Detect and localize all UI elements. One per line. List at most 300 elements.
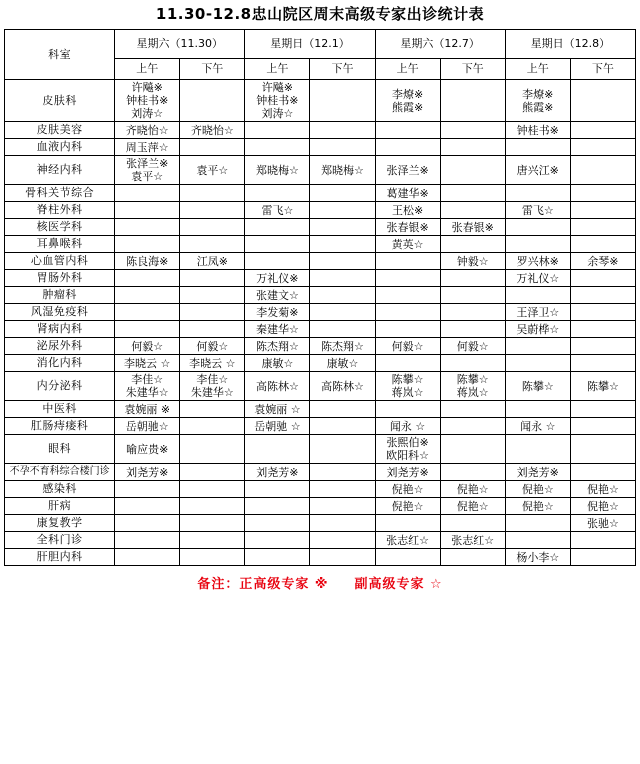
schedule-cell <box>375 498 440 515</box>
schedule-table <box>4 29 636 566</box>
schedule-cell <box>310 464 375 481</box>
schedule-cell <box>310 122 375 139</box>
table-row <box>5 156 636 185</box>
schedule-cell <box>440 532 505 549</box>
schedule-cell <box>505 464 570 481</box>
header-slot-2: 上午 <box>245 59 310 80</box>
doctor-name: 黄英☆ <box>391 237 424 251</box>
doctor-name: 闻永 ☆ <box>389 419 426 433</box>
header-dept: 科室 <box>5 30 115 80</box>
table-row <box>5 481 636 498</box>
dept-name: 肝胆内科 <box>5 549 115 566</box>
schedule-cell <box>505 270 570 287</box>
schedule-cell <box>570 401 635 418</box>
schedule-cell <box>375 372 440 401</box>
schedule-cell <box>505 139 570 156</box>
schedule-cell <box>115 156 180 185</box>
dept-name: 肾病内科 <box>5 321 115 338</box>
table-row <box>5 401 636 418</box>
schedule-cell <box>440 549 505 566</box>
schedule-cell <box>245 287 310 304</box>
doctor-name: 熊霞※ <box>391 100 424 114</box>
dept-name: 感染科 <box>5 481 115 498</box>
dept-name: 血液内科 <box>5 139 115 156</box>
doctor-name: 张志红☆ <box>386 533 430 547</box>
doctor-name: 葛建华※ <box>386 186 429 200</box>
dept-name: 康复教学 <box>5 515 115 532</box>
schedule-cell <box>505 185 570 202</box>
schedule-cell <box>440 515 505 532</box>
schedule-cell <box>115 401 180 418</box>
table-row <box>5 435 636 464</box>
doctor-name: 刘尧芳※ <box>516 465 559 479</box>
doctor-name: 刘尧芳※ <box>256 465 299 479</box>
schedule-cell <box>570 287 635 304</box>
table-row <box>5 532 636 549</box>
schedule-cell <box>505 435 570 464</box>
header-slot-0: 上午 <box>115 59 180 80</box>
schedule-cell <box>570 418 635 435</box>
doctor-name: 何毅☆ <box>456 339 489 353</box>
schedule-cell <box>440 202 505 219</box>
dept-name: 神经内科 <box>5 156 115 185</box>
schedule-cell <box>570 270 635 287</box>
schedule-cell <box>570 372 635 401</box>
doctor-name: 陈攀☆ <box>391 373 424 386</box>
schedule-cell <box>180 321 245 338</box>
schedule-cell <box>440 80 505 122</box>
doctor-name: 周玉萍☆ <box>125 140 169 154</box>
schedule-cell <box>505 253 570 270</box>
schedule-cell <box>440 139 505 156</box>
header-slot-3: 下午 <box>310 59 375 80</box>
doctor-name: 欧阳科☆ <box>386 449 430 462</box>
schedule-cell <box>245 355 310 372</box>
schedule-cell <box>570 549 635 566</box>
schedule-cell <box>115 219 180 236</box>
schedule-cell <box>115 253 180 270</box>
doctor-name: 许飚※ <box>131 81 163 94</box>
doctor-name: 倪艳☆ <box>521 499 554 513</box>
doctor-name: 钟毅☆ <box>456 254 489 268</box>
schedule-cell <box>440 464 505 481</box>
schedule-cell <box>245 464 310 481</box>
schedule-cell <box>115 185 180 202</box>
schedule-cell <box>375 401 440 418</box>
footer-associate-label: 副高级专家 ☆ <box>354 577 443 592</box>
schedule-cell <box>245 185 310 202</box>
doctor-name: 蒋岚☆ <box>456 386 489 399</box>
table-row <box>5 304 636 321</box>
doctor-name: 张春银※ <box>451 220 494 234</box>
header-day-2: 星期六（12.7） <box>375 30 505 59</box>
schedule-cell <box>440 156 505 185</box>
schedule-cell <box>375 139 440 156</box>
schedule-cell <box>245 139 310 156</box>
schedule-cell <box>115 321 180 338</box>
schedule-cell <box>440 355 505 372</box>
doctor-name: 刘尧芳※ <box>126 465 169 479</box>
header-slot-6: 上午 <box>505 59 570 80</box>
schedule-cell <box>115 418 180 435</box>
schedule-cell <box>570 304 635 321</box>
doctor-name: 雷飞☆ <box>521 203 554 217</box>
schedule-cell <box>245 219 310 236</box>
dept-name: 中医科 <box>5 401 115 418</box>
schedule-cell <box>505 219 570 236</box>
schedule-cell <box>115 236 180 253</box>
doctor-name: 刘尧芳※ <box>386 465 429 479</box>
table-row <box>5 372 636 401</box>
doctor-name: 江凤※ <box>196 254 228 268</box>
schedule-cell <box>115 270 180 287</box>
doctor-name: 陈杰翔☆ <box>255 339 299 353</box>
table-row <box>5 287 636 304</box>
footer-note-label: 备注： <box>197 577 240 592</box>
schedule-cell <box>375 355 440 372</box>
dept-name: 肿瘤科 <box>5 287 115 304</box>
dept-name: 风湿免疫科 <box>5 304 115 321</box>
doctor-name: 李发菊※ <box>256 305 299 319</box>
table-header <box>5 30 636 80</box>
schedule-cell <box>505 418 570 435</box>
schedule-cell <box>440 122 505 139</box>
table-row <box>5 80 636 122</box>
doctor-name: 熊霞※ <box>522 100 554 114</box>
schedule-cell <box>245 321 310 338</box>
schedule-cell <box>245 515 310 532</box>
header-slot-7: 下午 <box>570 59 635 80</box>
schedule-cell <box>245 549 310 566</box>
header-slot-4: 上午 <box>375 59 440 80</box>
schedule-cell <box>180 236 245 253</box>
schedule-cell <box>570 321 635 338</box>
schedule-cell <box>310 236 375 253</box>
doctor-name: 李晓云 ☆ <box>124 356 171 370</box>
dept-name: 全科门诊 <box>5 532 115 549</box>
schedule-cell <box>505 532 570 549</box>
schedule-cell <box>245 418 310 435</box>
schedule-cell <box>570 532 635 549</box>
doctor-name: 岳朝驰☆ <box>125 419 169 433</box>
table-row <box>5 219 636 236</box>
schedule-cell <box>310 532 375 549</box>
table-row <box>5 236 636 253</box>
dept-name: 内分泌科 <box>5 372 115 401</box>
header-day-3: 星期日（12.8） <box>505 30 635 59</box>
schedule-cell <box>570 355 635 372</box>
doctor-name: 许飚※ <box>261 81 294 94</box>
header-slot-1: 下午 <box>180 59 245 80</box>
schedule-cell <box>375 80 440 122</box>
schedule-cell <box>310 435 375 464</box>
schedule-cell <box>505 338 570 355</box>
schedule-cell <box>570 498 635 515</box>
schedule-cell <box>180 338 245 355</box>
schedule-cell <box>375 435 440 464</box>
schedule-cell <box>310 219 375 236</box>
doctor-name: 倪艳☆ <box>391 499 424 513</box>
schedule-cell <box>440 287 505 304</box>
schedule-cell <box>375 253 440 270</box>
table-row <box>5 122 636 139</box>
schedule-cell <box>115 532 180 549</box>
schedule-cell <box>115 435 180 464</box>
table-row <box>5 185 636 202</box>
doctor-name: 万礼仪※ <box>256 271 299 285</box>
table-row <box>5 338 636 355</box>
schedule-cell <box>570 185 635 202</box>
schedule-cell <box>180 549 245 566</box>
schedule-cell <box>375 338 440 355</box>
schedule-cell <box>505 156 570 185</box>
doctor-name: 余琴※ <box>587 254 619 268</box>
schedule-cell <box>310 338 375 355</box>
doctor-name: 朱建华☆ <box>190 386 234 399</box>
schedule-cell <box>570 219 635 236</box>
doctor-name: 刘涛☆ <box>131 107 164 120</box>
schedule-cell <box>115 304 180 321</box>
schedule-cell <box>180 253 245 270</box>
doctor-name: 高陈林☆ <box>321 379 364 393</box>
dept-name: 脊柱外科 <box>5 202 115 219</box>
schedule-cell <box>115 515 180 532</box>
doctor-name: 李佳☆ <box>196 373 229 386</box>
table-row <box>5 515 636 532</box>
dept-name: 消化内科 <box>5 355 115 372</box>
schedule-cell <box>115 498 180 515</box>
doctor-name: 李燎※ <box>522 87 554 101</box>
doctor-name: 喻应贵※ <box>126 442 169 456</box>
dept-name: 骨科关节综合 <box>5 185 115 202</box>
schedule-cell <box>180 515 245 532</box>
table-row <box>5 418 636 435</box>
schedule-cell <box>505 515 570 532</box>
schedule-cell <box>180 481 245 498</box>
doctor-name: 袁婉丽 ☆ <box>254 402 301 416</box>
schedule-cell <box>570 202 635 219</box>
doctor-name: 袁平☆ <box>131 170 164 183</box>
schedule-cell <box>505 80 570 122</box>
schedule-cell <box>375 202 440 219</box>
schedule-cell <box>115 122 180 139</box>
schedule-cell <box>310 80 375 122</box>
schedule-cell <box>310 481 375 498</box>
schedule-cell <box>505 202 570 219</box>
dept-name: 耳鼻喉科 <box>5 236 115 253</box>
schedule-cell <box>310 321 375 338</box>
schedule-cell <box>375 515 440 532</box>
doctor-name: 唐兴江※ <box>516 163 559 177</box>
schedule-cell <box>310 270 375 287</box>
schedule-cell <box>115 481 180 498</box>
doctor-name: 齐晓怡☆ <box>125 123 169 137</box>
doctor-name: 康敏☆ <box>261 356 294 370</box>
schedule-cell <box>310 355 375 372</box>
schedule-cell <box>245 253 310 270</box>
doctor-name: 钟桂书※ <box>126 94 169 107</box>
schedule-cell <box>375 156 440 185</box>
dept-name: 心血管内科 <box>5 253 115 270</box>
doctor-name: 张春银※ <box>386 220 429 234</box>
schedule-cell <box>440 435 505 464</box>
schedule-cell <box>115 372 180 401</box>
schedule-cell <box>375 236 440 253</box>
schedule-cell <box>505 287 570 304</box>
header-row-days <box>5 30 636 59</box>
schedule-cell <box>245 156 310 185</box>
table-row <box>5 253 636 270</box>
doctor-name: 何毅☆ <box>131 339 164 353</box>
doctor-name: 张建文☆ <box>255 288 299 302</box>
schedule-cell <box>310 139 375 156</box>
schedule-cell <box>570 122 635 139</box>
schedule-cell <box>570 435 635 464</box>
schedule-cell <box>180 435 245 464</box>
dept-name: 胃肠外科 <box>5 270 115 287</box>
schedule-cell <box>180 156 245 185</box>
schedule-cell <box>375 122 440 139</box>
footer-note <box>4 566 636 592</box>
doctor-name: 袁平☆ <box>196 163 229 177</box>
schedule-cell <box>115 464 180 481</box>
table-row <box>5 321 636 338</box>
dept-name: 眼科 <box>5 435 115 464</box>
doctor-name: 齐晓怡☆ <box>190 123 234 137</box>
schedule-cell <box>570 139 635 156</box>
schedule-cell <box>505 481 570 498</box>
schedule-cell <box>180 122 245 139</box>
schedule-cell <box>375 219 440 236</box>
doctor-name: 雷飞☆ <box>261 203 294 217</box>
schedule-cell <box>115 355 180 372</box>
schedule-cell <box>505 122 570 139</box>
schedule-cell <box>180 355 245 372</box>
schedule-cell <box>180 372 245 401</box>
doctor-name: 倪艳☆ <box>521 482 554 496</box>
schedule-cell <box>245 435 310 464</box>
doctor-name: 罗兴林※ <box>516 254 559 268</box>
schedule-cell <box>245 304 310 321</box>
doctor-name: 杨小李☆ <box>516 550 560 564</box>
doctor-name: 陈良海※ <box>126 254 169 268</box>
doctor-name: 倪艳☆ <box>586 499 619 513</box>
schedule-cell <box>570 481 635 498</box>
doctor-name: 闻永 ☆ <box>520 419 556 433</box>
schedule-cell <box>180 80 245 122</box>
doctor-name: 张泽兰※ <box>386 163 429 177</box>
schedule-cell <box>310 253 375 270</box>
doctor-name: 朱建华☆ <box>125 386 169 399</box>
footer-senior-label: 正高级专家 ※ <box>239 577 329 592</box>
table-row <box>5 549 636 566</box>
dept-name: 皮肤科 <box>5 80 115 122</box>
schedule-cell <box>310 156 375 185</box>
schedule-cell <box>375 481 440 498</box>
doctor-name: 何毅☆ <box>391 339 424 353</box>
schedule-cell <box>440 401 505 418</box>
schedule-cell <box>440 253 505 270</box>
doctor-name: 郑晓梅☆ <box>255 163 299 177</box>
table-row <box>5 202 636 219</box>
doctor-name: 万礼仪☆ <box>516 271 560 285</box>
schedule-cell <box>180 270 245 287</box>
schedule-cell <box>375 418 440 435</box>
doctor-name: 李燎※ <box>391 87 424 101</box>
schedule-cell <box>505 498 570 515</box>
doctor-name: 吴蔚桦☆ <box>516 322 560 336</box>
schedule-cell <box>440 481 505 498</box>
schedule-cell <box>505 304 570 321</box>
doctor-name: 岳朝驰 ☆ <box>254 419 301 433</box>
doctor-name: 袁婉丽 ※ <box>124 402 171 416</box>
dept-name: 肝病 <box>5 498 115 515</box>
doctor-name: 张泽兰※ <box>126 157 169 170</box>
doctor-name: 倪艳☆ <box>586 482 619 496</box>
schedule-cell <box>180 418 245 435</box>
schedule-cell <box>180 498 245 515</box>
schedule-cell <box>375 321 440 338</box>
doctor-name: 陈攀☆ <box>586 379 619 393</box>
header-slot-5: 下午 <box>440 59 505 80</box>
schedule-cell <box>570 236 635 253</box>
schedule-cell <box>440 372 505 401</box>
doctor-name: 康敏☆ <box>326 356 359 370</box>
doctor-name: 张志红☆ <box>451 533 495 547</box>
table-body <box>5 80 636 566</box>
schedule-cell <box>245 498 310 515</box>
schedule-cell <box>310 202 375 219</box>
doctor-name: 李佳☆ <box>131 373 164 386</box>
table-row <box>5 355 636 372</box>
doctor-name: 何毅☆ <box>196 339 229 353</box>
dept-name: 核医学科 <box>5 219 115 236</box>
doctor-name: 陈攀☆ <box>521 379 554 393</box>
schedule-cell <box>375 549 440 566</box>
schedule-cell <box>440 498 505 515</box>
doctor-name: 倪艳☆ <box>456 499 489 513</box>
schedule-cell <box>180 219 245 236</box>
doctor-name: 张熙伯※ <box>386 436 429 449</box>
schedule-cell <box>440 270 505 287</box>
schedule-cell <box>245 401 310 418</box>
schedule-cell <box>245 122 310 139</box>
schedule-cell <box>115 287 180 304</box>
schedule-cell <box>375 287 440 304</box>
table-row <box>5 139 636 156</box>
schedule-cell <box>570 338 635 355</box>
doctor-name: 刘涛☆ <box>261 107 294 120</box>
doctor-name: 倪艳☆ <box>391 482 424 496</box>
schedule-cell <box>245 202 310 219</box>
schedule-cell <box>180 287 245 304</box>
schedule-cell <box>440 321 505 338</box>
schedule-cell <box>115 202 180 219</box>
doctor-name: 张驰☆ <box>586 516 619 530</box>
doctor-name: 钟桂书※ <box>256 94 299 107</box>
schedule-cell <box>310 372 375 401</box>
schedule-cell <box>245 481 310 498</box>
schedule-cell <box>440 304 505 321</box>
schedule-cell <box>310 401 375 418</box>
schedule-cell <box>115 139 180 156</box>
doctor-name: 李晓云 ☆ <box>189 356 236 370</box>
doctor-name: 高陈林☆ <box>255 379 299 393</box>
schedule-cell <box>115 549 180 566</box>
schedule-cell <box>310 185 375 202</box>
header-day-1: 星期日（12.1） <box>245 30 375 59</box>
schedule-cell <box>505 355 570 372</box>
